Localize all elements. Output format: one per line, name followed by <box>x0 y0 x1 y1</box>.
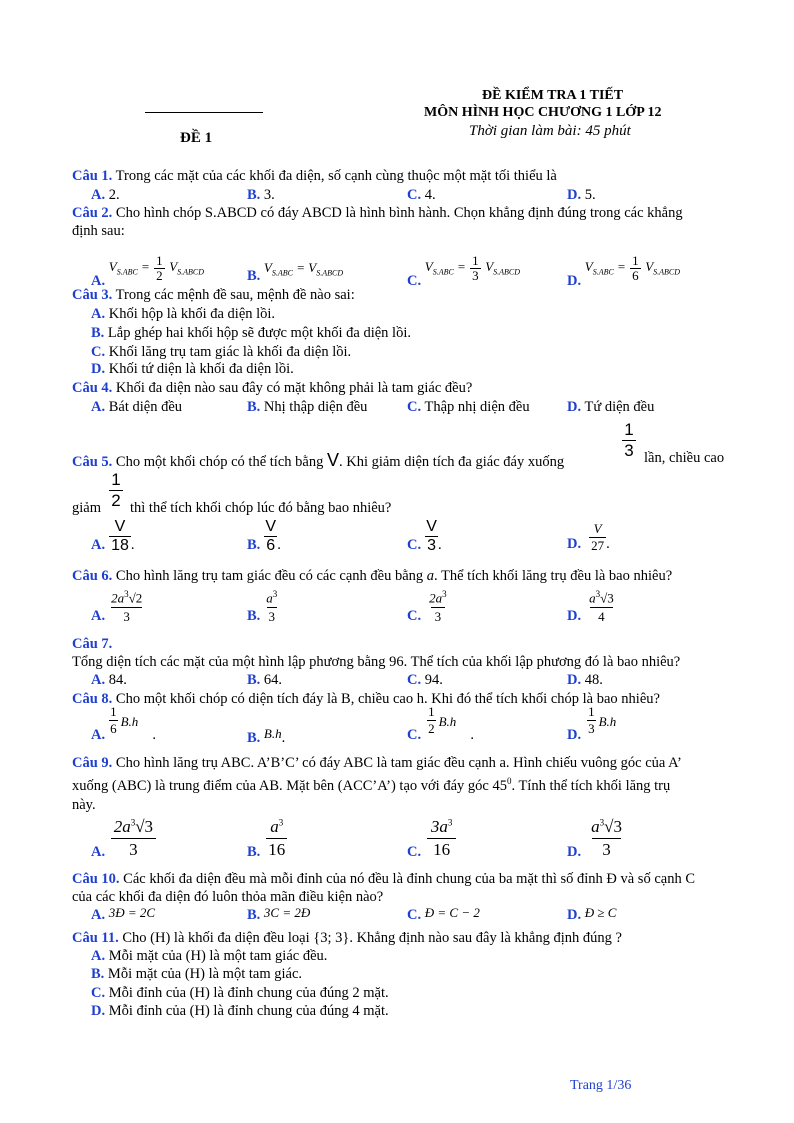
q8-option-d[interactable]: D. 1 3 B.h <box>567 704 617 743</box>
q9-option-b[interactable]: B. $a^3$ 16 <box>247 817 286 861</box>
exam-title: ĐỀ KIỂM TRA 1 TIẾT <box>482 88 624 103</box>
question-2: Câu 2. Cho hình chóp S.ABCD có đáy ABCD là hình bình hành. Chọn khẳng định đúng trong các khẳng <box>72 205 683 221</box>
q9-option-a[interactable]: A. $2a^3√3$ 3 <box>91 816 156 861</box>
q8-option-b[interactable]: B. B.h. <box>247 726 286 746</box>
question-3: Câu 3. Trong các mệnh đề sau, mệnh đề nào sai: <box>72 287 355 303</box>
q11-option-a[interactable]: A. Mỗi mặt của (H) là một tam giác đều. <box>91 948 328 964</box>
question-4: Câu 4. Khối đa diện nào sau đây có mặt không phải là tam giác đều? <box>72 380 473 396</box>
question-9-line2: xuống (ABC) là trung điểm của AB. Mặt bên (ACC’A’) tạo với đáy góc $45^0$. Tính thể tích khối lăng trụ <box>72 776 671 794</box>
q3-option-d[interactable]: D. Khối tứ diện là khối đa diện lồi. <box>91 361 294 377</box>
q9-option-d[interactable]: D. $a^3√3$ 3 <box>567 817 622 861</box>
question-10: Câu 10. Các khối đa diện đều mà mỗi đỉnh của nó đều là đỉnh chung của ba mặt thì số đỉnh Đ và số cạnh C <box>72 871 695 887</box>
exam-code: ĐỀ 1 <box>180 130 213 146</box>
q4-option-d[interactable]: D. Tứ diện đều <box>567 399 655 415</box>
q5-option-a[interactable]: A. V 18 . <box>91 518 135 554</box>
q8-option-c[interactable]: C. 1 2 B.h . <box>407 704 474 743</box>
q1-option-c[interactable]: C. 4. <box>407 187 436 203</box>
question-5: Câu 5. Cho một khối chóp có thể tích bằng V. Khi giảm diện tích đa giác đáy xuống <box>72 450 565 470</box>
question-10-line2: của các khối đa diện đó luôn thỏa mãn điều kiện nào? <box>72 889 384 905</box>
q2-option-b[interactable]: B. $V_{S.ABC} = V_{S.ABCD}$ <box>247 260 344 284</box>
q2-option-a[interactable]: A. $V_{S.ABC}$ = $\frac{1}{2}$ $V_{S.ABCD}$ <box>91 253 205 290</box>
q10-option-a[interactable]: A. 3Đ = 2C <box>91 905 156 923</box>
q6-option-d[interactable]: D. $a^3√3$ 4 <box>567 589 614 625</box>
question-6: Câu 6. Cho hình lăng trụ tam giác đều có các cạnh đều bằng a. Thể tích khối lăng trụ đều là bao nhiêu? <box>72 568 673 584</box>
exam-time: Thời gian làm bài: 45 phút <box>469 123 631 139</box>
q1-option-d[interactable]: D. 5. <box>567 187 596 203</box>
q4-option-a[interactable]: A. Bát diện đều <box>91 399 183 415</box>
question-2-cont: định sau: <box>72 223 125 239</box>
question-5-line2: giảm <box>72 500 101 516</box>
q1-option-a[interactable]: A. 2. <box>91 187 120 203</box>
q5-option-b[interactable]: B. V 6 . <box>247 518 281 554</box>
q7-option-b[interactable]: B. 64. <box>247 672 283 688</box>
q3-option-b[interactable]: B. Lắp ghép hai khối hộp sẽ được một khối đa diện lồi. <box>91 325 411 341</box>
q7-option-a[interactable]: A. 84. <box>91 672 127 688</box>
q6-option-c[interactable]: C. $2a^3$ 3 <box>407 589 447 625</box>
q2-option-c[interactable]: C. $V_{S.ABC}$ = $\frac{1}{3}$ $V_{S.ABCD}$ <box>407 253 521 290</box>
q1-option-b[interactable]: B. 3. <box>247 187 275 203</box>
q11-option-d[interactable]: D. Mỗi đỉnh của (H) là đỉnh chung của đúng 4 mặt. <box>91 1003 389 1019</box>
q2-option-d[interactable]: D. $V_{S.ABC}$ = $\frac{1}{6}$ $V_{S.ABCD}$ <box>567 253 681 290</box>
q5-option-d[interactable]: D. V 27 . <box>567 521 610 553</box>
q7-option-c[interactable]: C. 94. <box>407 672 443 688</box>
question-7: Tổng diện tích các mặt của một hình lập phương bằng 96. Thể tích của khối lập phương đó là bao nhiêu? <box>72 654 681 670</box>
q4-option-b[interactable]: B. Nhị thập diện đều <box>247 399 368 415</box>
question-7-label: Câu 7. <box>72 636 113 652</box>
q10-option-b[interactable]: B. 3C = 2Đ <box>247 905 311 923</box>
q3-option-c[interactable]: C. Khối lăng trụ tam giác là khối đa diện lồi. <box>91 344 352 360</box>
q8-option-a[interactable]: A. 1 6 B.h . <box>91 704 156 743</box>
question-9: Câu 9. Cho hình lăng trụ ABC. A’B’C’ có đáy ABC là tam giác đều cạnh a. Hình chiếu vuông góc của A’ <box>72 755 682 771</box>
page-number: Trang 1/36 <box>570 1078 632 1093</box>
question-11: Câu 11. Cho (H) là khối đa diện đều loại {3; 3}. Khẳng định nào sau đây là khẳng định đúng ? <box>72 930 622 946</box>
q9-option-c[interactable]: C. $3a^3$ 16 <box>407 816 456 861</box>
q6-option-b[interactable]: B. $a^3$ 3 <box>247 589 278 625</box>
q3-option-a[interactable]: A. Khối hộp là khối đa diện lồi. <box>91 306 276 322</box>
q7-option-d[interactable]: D. 48. <box>567 672 603 688</box>
header-rule <box>145 112 263 113</box>
q5-fraction-half: 1 2 <box>109 470 123 510</box>
q11-option-c[interactable]: C. Mỗi đỉnh của (H) là đỉnh chung của đúng 2 mặt. <box>91 985 389 1001</box>
exam-subject: MÔN HÌNH HỌC CHƯƠNG 1 LỚP 12 <box>424 105 662 120</box>
question-8: Câu 8. Cho một khối chóp có diện tích đáy là B, chiều cao h. Khi đó thể tích khối chóp là bao nhiêu? <box>72 691 660 707</box>
q5-fraction-third: 1 3 <box>622 420 636 460</box>
q6-option-a[interactable]: A. $2a^3√2$ 3 <box>91 589 143 625</box>
q4-option-c[interactable]: C. Thập nhị diện đều <box>407 399 530 415</box>
question-5-line2-end: thì thể tích khối chóp lúc đó bằng bao nhiêu? <box>130 500 392 516</box>
q5-option-c[interactable]: C. V 3 . <box>407 518 442 554</box>
question-5-cont: lần, chiều cao <box>644 450 725 466</box>
q10-option-c[interactable]: C. Đ = C − 2 <box>407 905 480 923</box>
q10-option-d[interactable]: D. Đ ≥ C <box>567 905 617 923</box>
question-9-line3: này. <box>72 797 96 813</box>
q11-option-b[interactable]: B. Mỗi mặt của (H) là một tam giác. <box>91 966 303 982</box>
question-1: Câu 1. Trong các mặt của các khối đa diện, số cạnh cùng thuộc một mặt tối thiểu là <box>72 168 557 184</box>
